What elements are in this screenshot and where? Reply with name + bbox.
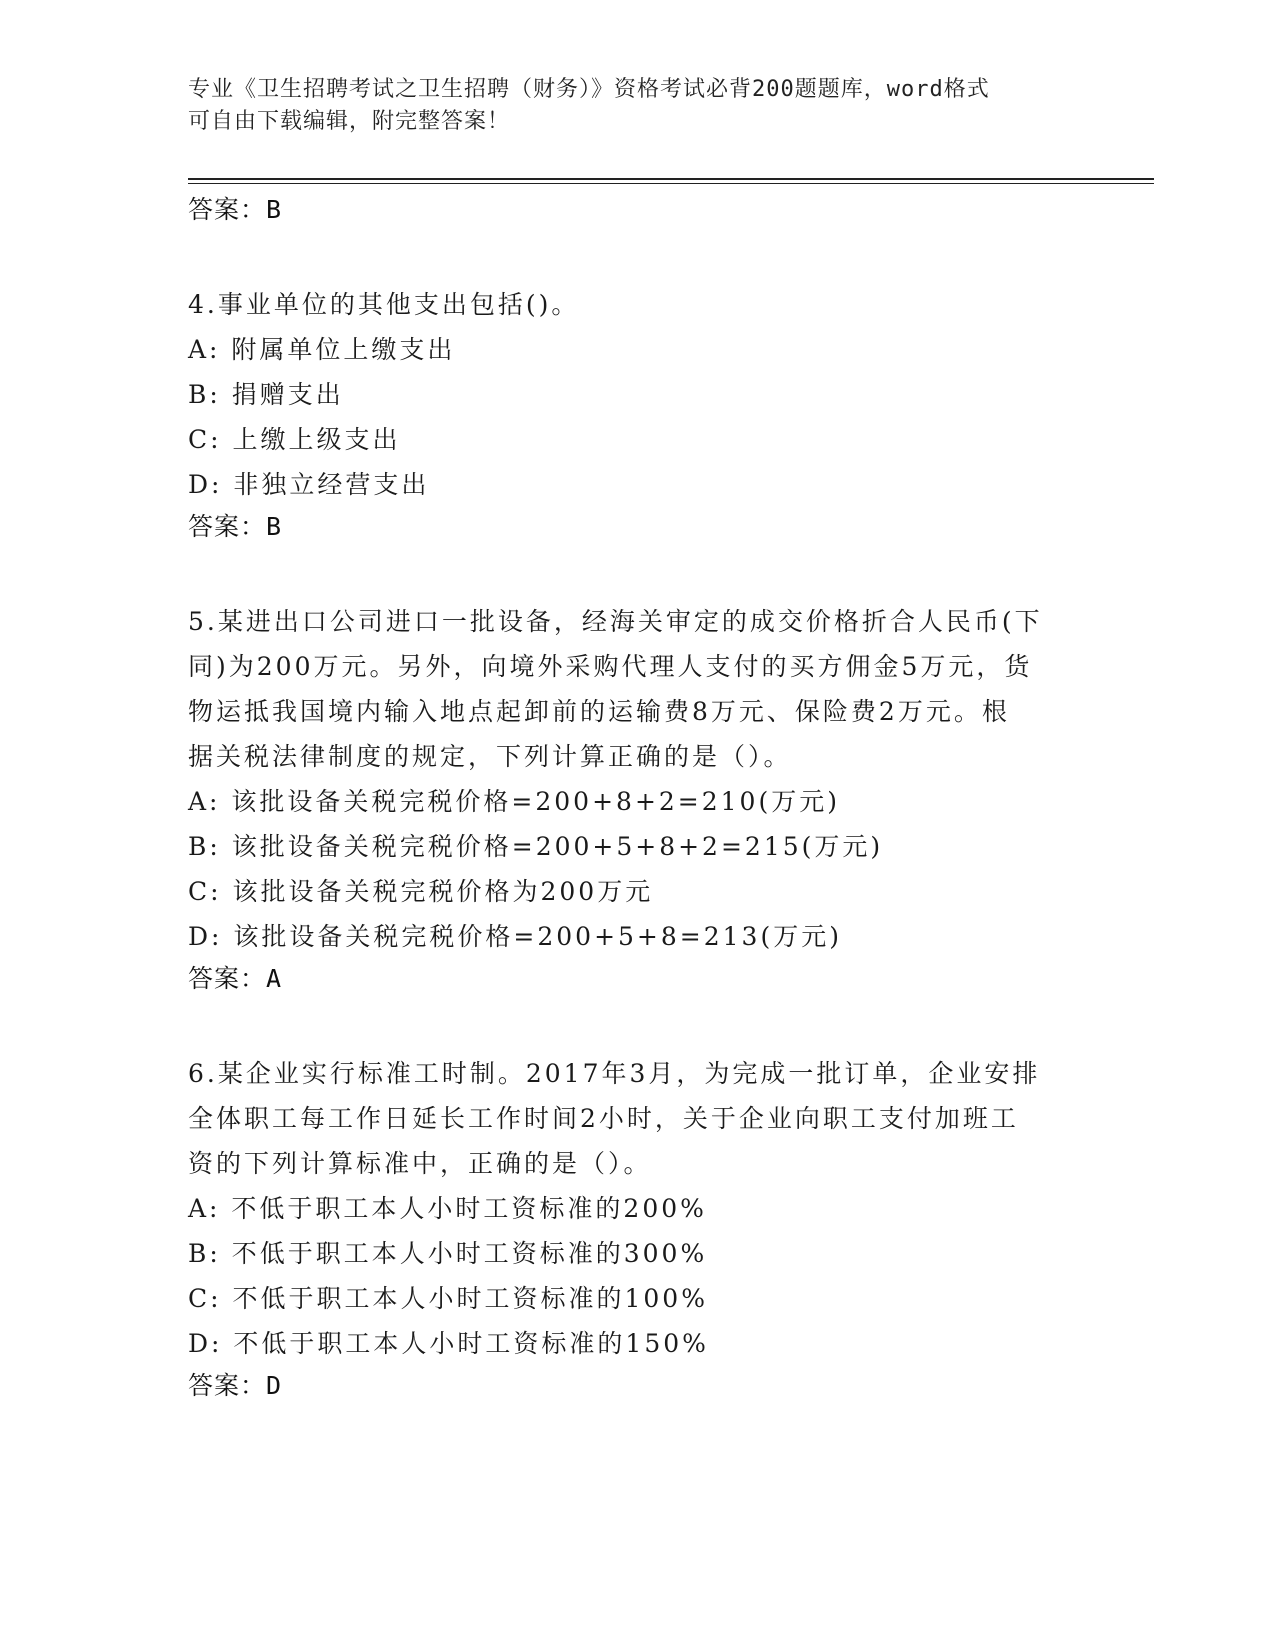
question-stem-line: 同)为200万元。另外，向境外采购代理人支付的买方佣金5万元，货 (188, 652, 1033, 681)
question-stem-line: 据关税法律制度的规定，下列计算正确的是（）。 (188, 742, 792, 771)
option-c: C: 不低于职工本人小时工资标准的100% (188, 1284, 708, 1313)
option-a: A: 该批设备关税完税价格=200+8+2=210(万元) (188, 787, 840, 816)
question-stem-line: 6.某企业实行标准工时制。2017年3月，为完成一批订单，企业安排 (188, 1059, 1041, 1088)
question-4 (188, 282, 1088, 547)
document-header (188, 74, 1068, 138)
document-body (188, 190, 1088, 1406)
option-a: A: 不低于职工本人小时工资标准的200% (188, 1194, 707, 1223)
option-d: D: 不低于职工本人小时工资标准的150% (188, 1329, 709, 1358)
option-b: B: 该批设备关税完税价格=200+5+8+2=215(万元) (188, 832, 884, 861)
option-a: A: 附属单位上缴支出 (188, 335, 456, 364)
spacer (188, 547, 1088, 593)
answer-line: 答案：B (188, 512, 283, 541)
option-b: B: 捐赠支出 (188, 380, 344, 409)
spacer (188, 230, 1088, 276)
previous-answer: 答案：B (188, 195, 283, 224)
header-line-1: 专业《卫生招聘考试之卫生招聘（财务）》资格考试必背200题题库，word格式 (188, 77, 990, 102)
spacer (188, 999, 1088, 1045)
option-c: C: 上缴上级支出 (188, 425, 401, 454)
question-stem-line: 资的下列计算标准中，正确的是（）。 (188, 1149, 652, 1178)
option-c: C: 该批设备关税完税价格为200万元 (188, 877, 654, 906)
question-stem-line: 4.事业单位的其他支出包括()。 (188, 290, 580, 319)
answer-line: 答案：D (188, 1371, 283, 1400)
header-rule-thick (188, 178, 1154, 180)
option-b: B: 不低于职工本人小时工资标准的300% (188, 1239, 708, 1268)
question-stem-line: 物运抵我国境内输入地点起卸前的运输费8万元、保险费2万元。根 (188, 697, 1010, 726)
question-6 (188, 1051, 1088, 1406)
question-stem-line: 全体职工每工作日延长工作时间2小时，关于企业向职工支付加班工 (188, 1104, 1019, 1133)
header-line-2: 可自由下载编辑，附完整答案！ (188, 109, 511, 134)
question-5 (188, 599, 1088, 999)
question-stem-line: 5.某进出口公司进口一批设备，经海关审定的成交价格折合人民币(下 (188, 607, 1043, 636)
header-rule-thin (188, 183, 1154, 184)
answer-line: 答案：A (188, 964, 283, 993)
option-d: D: 非独立经营支出 (188, 470, 430, 499)
option-d: D: 该批设备关税完税价格=200+5+8=213(万元) (188, 922, 842, 951)
